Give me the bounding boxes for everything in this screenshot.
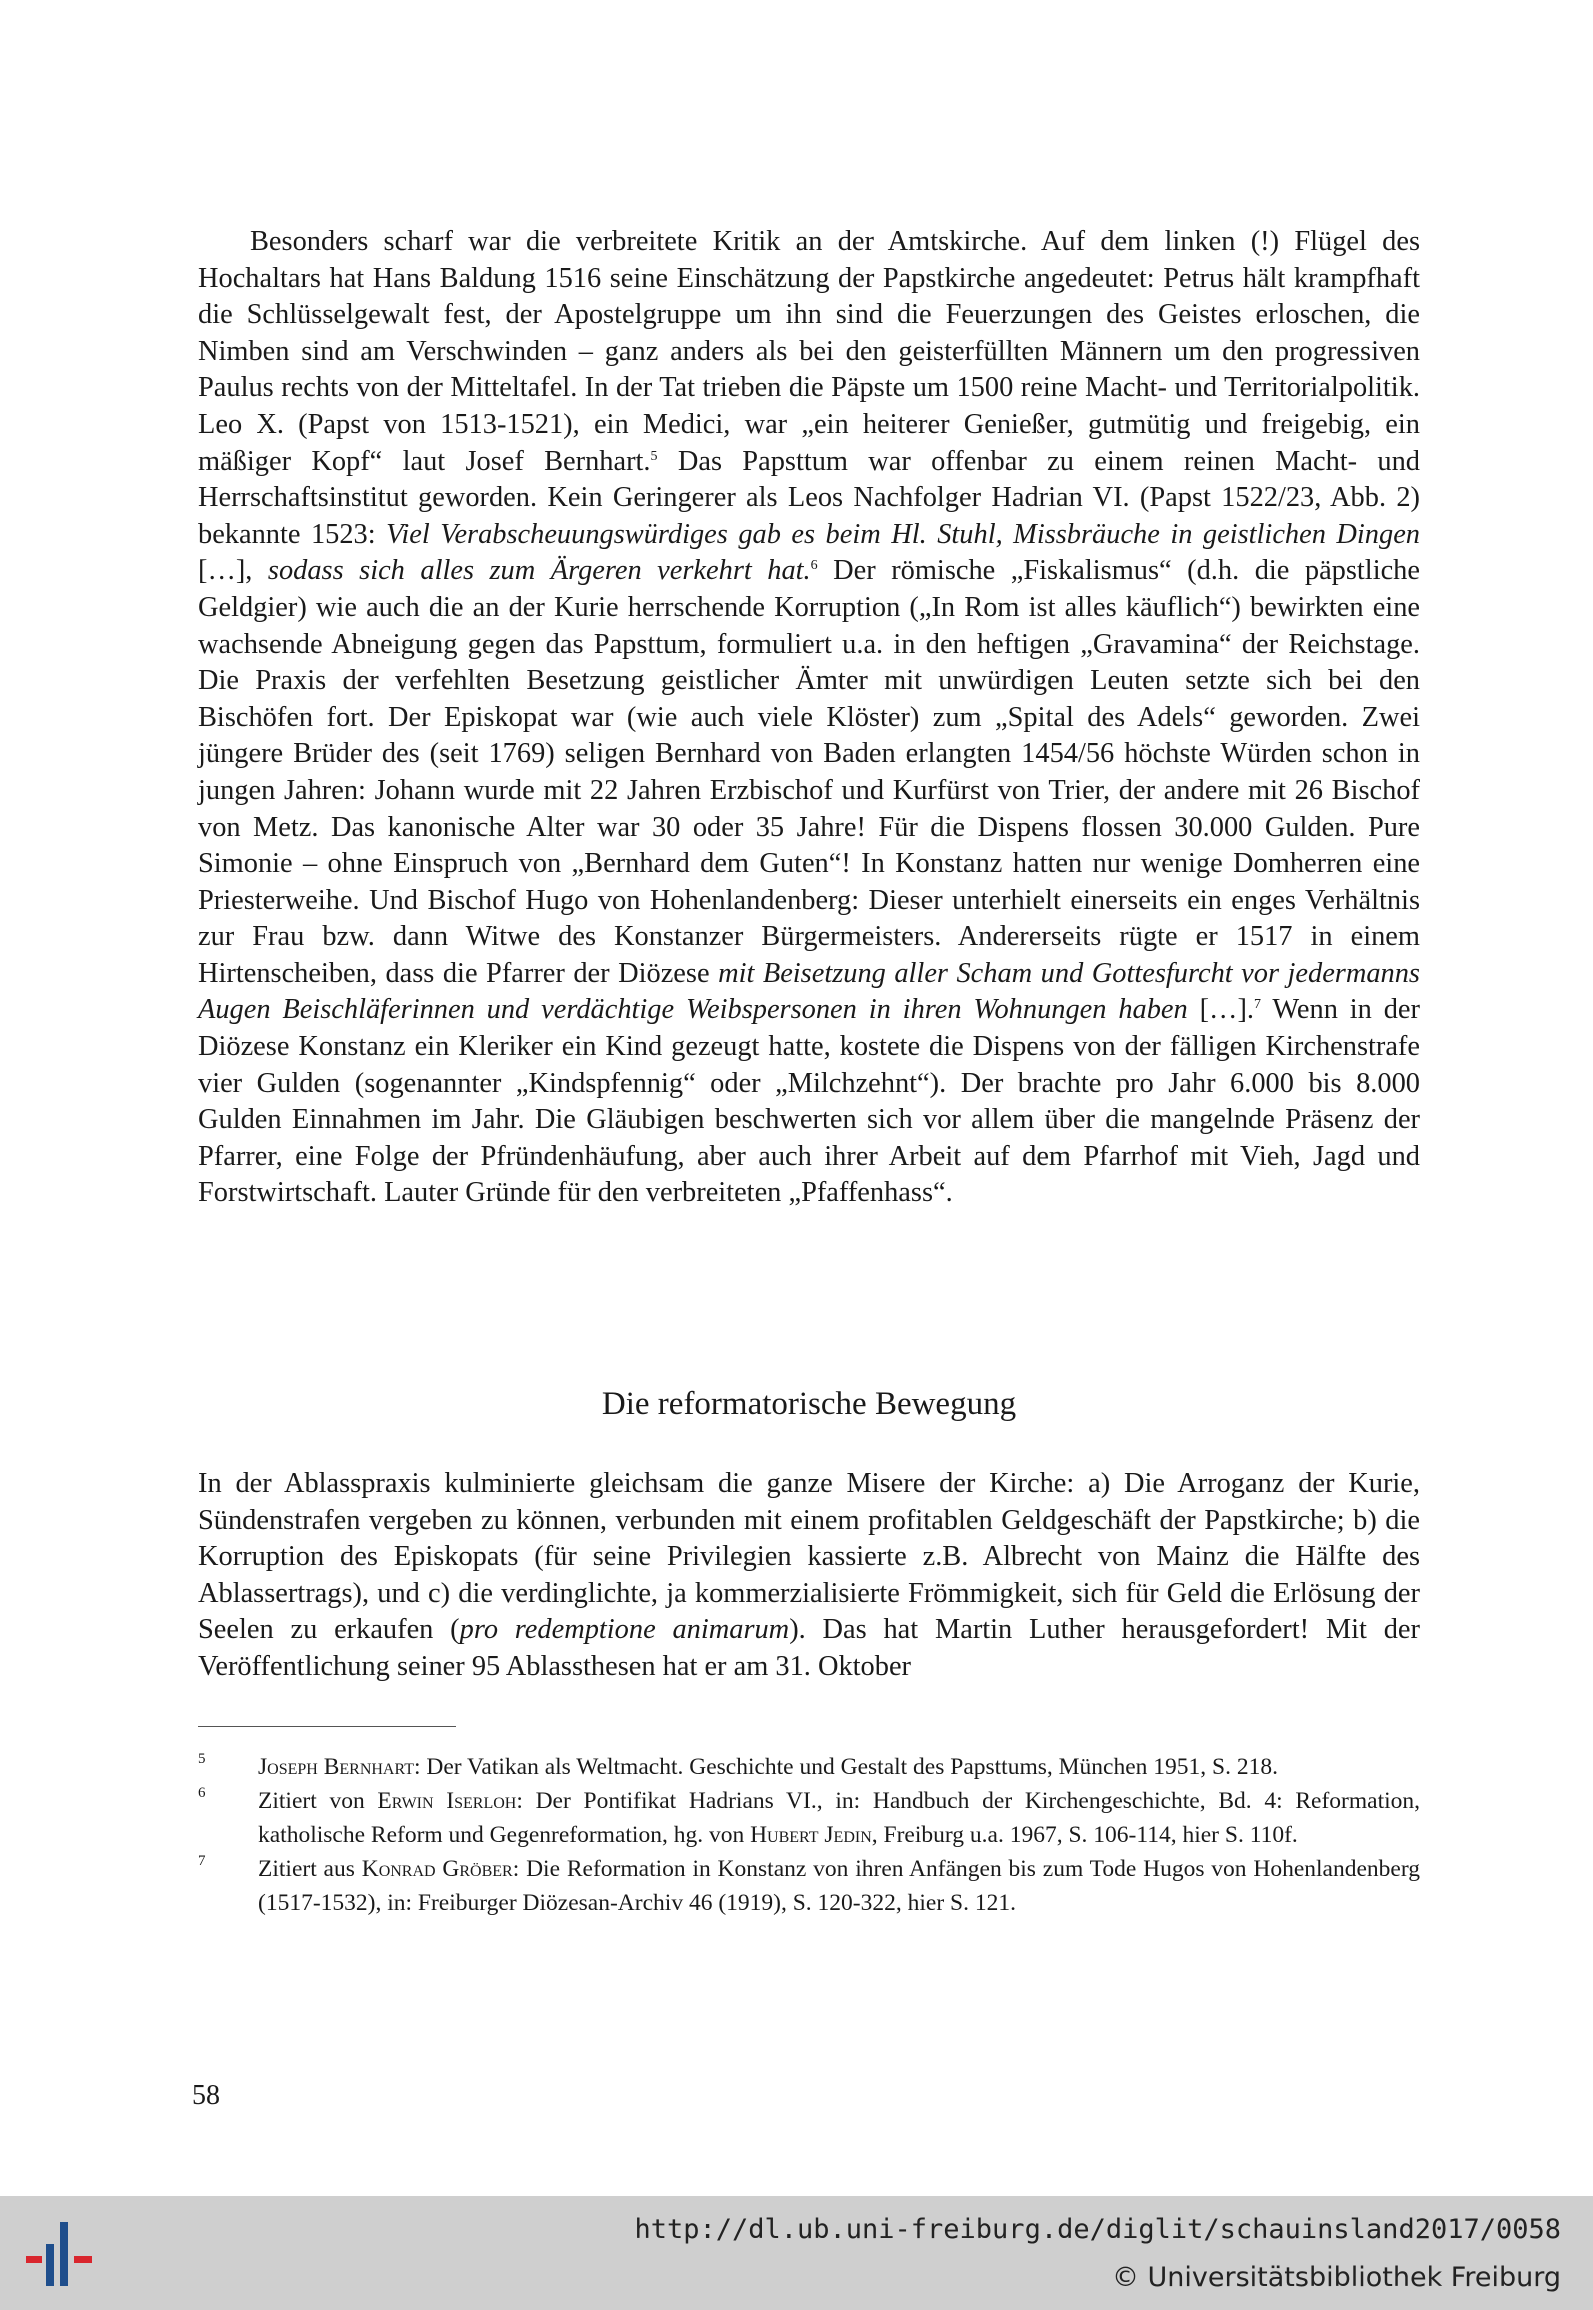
- footnote-prefix: Zitiert von: [258, 1788, 378, 1814]
- quote-run: mit Beisetzung aller Scham und Gottesfurcht vor jedermanns Augen Beischläferinnen und verdächtige Weibspersonen in ihren Wohnungen haben: [198, 957, 1420, 1026]
- footnote-text: : Die Reformation in Konstanz von ihren Anfängen bis zum Tode Hugos von Hohenlandenberg (1517-1532), in: Freiburger Diözesan-Archiv 46 (1919), S. 120-322, hier S. 121.: [258, 1856, 1420, 1916]
- body-paragraph-2: [198, 1466, 1420, 1686]
- footnote-5: [198, 1750, 1420, 1784]
- copyright-notice: © Universitätsbibliothek Freiburg: [1111, 2262, 1561, 2293]
- text-run: […],: [198, 555, 268, 587]
- viewer-footer: [0, 2196, 1593, 2310]
- footnote-number: 6: [198, 1785, 206, 1801]
- footnote-ref-7[interactable]: 7: [1254, 997, 1261, 1013]
- footnote-text: , Freiburg u.a. 1967, S. 106-114, hier S. 110f.: [871, 1822, 1298, 1848]
- footnotes: [198, 1750, 1420, 1920]
- page-number: 58: [192, 2080, 220, 2111]
- text-run: Besonders scharf war die verbreitete Kritik an der Amtskirche. Auf dem linken (!) Flügel des Hochaltars hat Hans Baldung 1516 seine Einschätzung der Papstkirche angedeutet: Petrus hält krampfhaft die Schlüsselgewalt fest, der Apostelgruppe um ihn sind die Feuerzungen des Geistes erloschen, die Nimben sind am Verschwinden – ganz anders als bei den geisterfüllten Männern um den progressiven Paulus rechts von der Mitteltafel. In der Tat trieben die Päpste um 1500 reine Macht- und Territorialpolitik. Leo X. (Papst von 1513-1521), ein Medici, war „ein heiterer Genießer, gutmütig und freigebig, ein mäßiger Kopf“ laut Josef Bernhart.: [198, 226, 1420, 477]
- footnote-number: 5: [198, 1751, 206, 1767]
- text-run: In der Ablasspraxis kulminierte gleichsam die ganze Misere der Kirche: a) Die Arroganz der Kurie, Sündenstrafen vergeben zu können, verbunden mit einem profitablen Geldgeschäft der Papstkirche; b) die Korruption des Episkopats (für seine Privilegien kassierte z.B. Albrecht von Mainz die Hälfte des Ablassertrags), und c) die verdinglichte, ja kommerzialisierte Frömmigkeit, sich für Geld die Erlösung der Seelen zu erkaufen (: [198, 1468, 1420, 1646]
- footnote-text: : Der Pontifikat Hadrians VI., in: Handbuch der Kirchengeschichte, Bd. 4: Reformation, katholische Reform und Gegenreformation, hg. von: [258, 1788, 1420, 1848]
- footnote-editor: Hubert Jedin: [750, 1822, 872, 1848]
- footnote-author: Erwin Iserloh: [377, 1788, 517, 1814]
- footnote-ref-5[interactable]: 5: [650, 448, 658, 464]
- ub-freiburg-logo-icon[interactable]: [20, 2210, 100, 2296]
- text-run: ). Das hat Martin Luther herausgefordert! Mit der Veröffentlichung seiner 95 Ablassthesen hat er am 31. Oktober: [198, 1614, 1420, 1682]
- footnote-ref-6[interactable]: 6: [810, 558, 818, 574]
- text-run: Der römische „Fiskalismus“ (d.h. die päpstliche Geldgier) wie auch die an der Kurie herrschende Korruption („In Rom ist alles käuflich“) bewirkten eine wachsende Abneigung gegen das Papsttum, formuliert u.a. in den heftigen „Gravamina“ der Reichstage. Die Praxis der verfehlten Besetzung geistlicher Ämter mit unwürdigen Leuten setzte sich bei den Bischöfen fort. Der Episkopat war (wie auch viele Klöster) zum „Spital des Adels“ geworden. Zwei jüngere Brüder des (seit 1769) seligen Bernhard von Baden erlangten 1454/56 höchste Würden schon in jungen Jahren: Johann wurde mit 22 Jahren Erzbischof und Kurfürst von Trier, der andere mit 26 Bischof von Metz. Das kanonische Alter war 30 oder 35 Jahre! Für die Dispens flossen 30.000 Gulden. Pure Simonie – ohne Einspruch von „Bernhard dem Guten“! In Konstanz hatten nur wenige Domherren eine Priesterweihe. Und Bischof Hugo von Hohenlandenberg: Dieser unterhielt einerseits ein enges Verhältnis zur Frau bzw. dann Witwe des Konstanzer Bürgermeisters. Andererseits rügte er 1517 in einem Hirtenscheiben, dass die Pfarrer der Diözese: [198, 555, 1420, 989]
- footnote-author: Konrad Gröber: [361, 1856, 513, 1882]
- latin-phrase: pro redemptione animarum: [459, 1614, 790, 1646]
- footnote-author: Joseph Bernhart: [258, 1754, 414, 1780]
- text-run: […].: [1187, 994, 1254, 1026]
- footnote-6: [198, 1784, 1420, 1852]
- footnote-prefix: Zitiert aus: [258, 1856, 362, 1882]
- permalink-url[interactable]: http://dl.ub.uni-freiburg.de/diglit/schauinsland2017/0058: [634, 2214, 1561, 2245]
- section-heading: Die reformatorische Bewegung: [601, 1386, 1017, 1422]
- quote-run: sodass sich alles zum Ärgeren verkehrt hat.: [267, 555, 811, 587]
- footnote-number: 7: [198, 1853, 206, 1869]
- footnote-text: : Der Vatikan als Weltmacht. Geschichte und Gestalt des Papsttums, München 1951, S. 218.: [413, 1754, 1278, 1780]
- footnote-7: [198, 1852, 1420, 1920]
- footnote-divider: [198, 1726, 456, 1727]
- text-run: Das Papsttum war offenbar zu einem reinen Macht- und Herrschaftsinstitut geworden. Kein Geringerer als Leos Nachfolger Hadrian VI. (Papst 1522/23, Abb. 2) bekannte 1523:: [198, 445, 1421, 550]
- text-run: Wenn in der Diözese Konstanz ein Kleriker ein Kind gezeugt hatte, kostete die Dispens von der fälligen Kirchenstrafe vier Gulden (sogenannter „Kindspfennig“ oder „Milchzehnt“). Der brachte pro Jahr 6.000 bis 8.000 Gulden Einnahmen im Jahr. Die Gläubigen beschwerten sich vor allem über die mangelnde Präsenz der Pfarrer, eine Folge der Pfründenhäufung, aber auch ihrer Arbeit auf dem Pfarrhof mit Vieh, Jagd und Forstwirtschaft. Lauter Gründe für den verbreiteten „Pfaffenhass“.: [198, 994, 1420, 1209]
- quote-run: Viel Verabscheuungswürdiges gab es beim Hl. Stuhl, Missbräuche in geistlichen Dingen: [386, 518, 1420, 550]
- body-paragraph-1: [198, 224, 1420, 1212]
